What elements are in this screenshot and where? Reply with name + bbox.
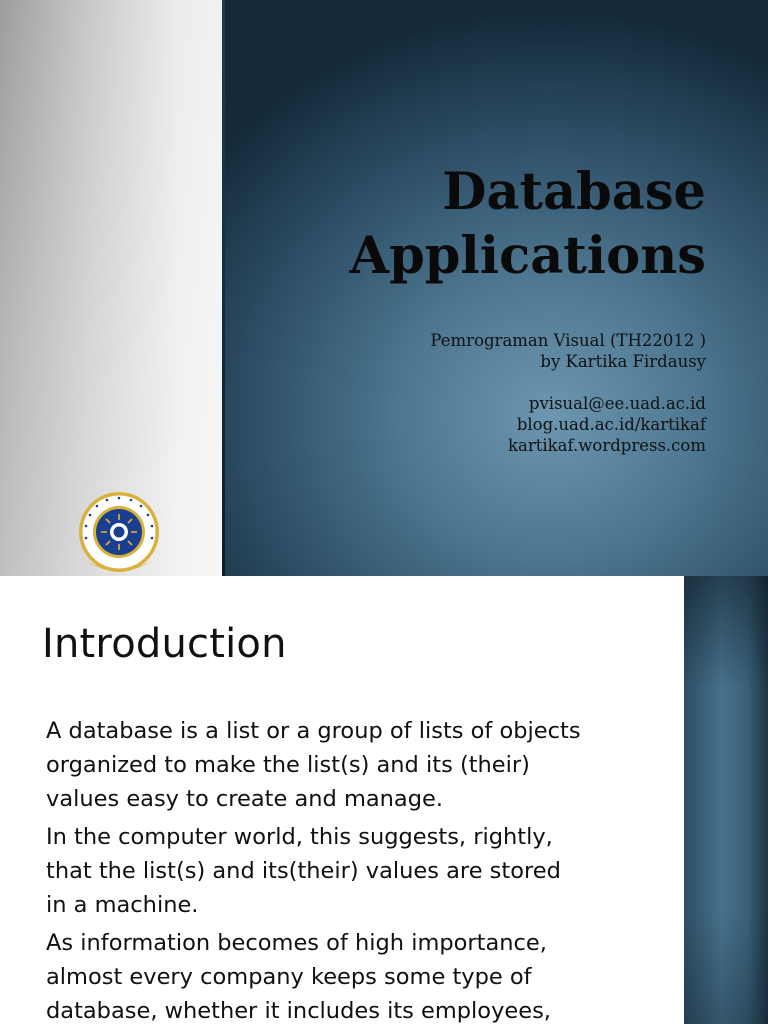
slide-title: [286, 160, 706, 288]
slide-divider: [222, 0, 225, 576]
university-seal-icon: [74, 490, 164, 576]
paragraph: [46, 926, 666, 1024]
paragraph-line: As information becomes of high importance,: [46, 930, 547, 956]
paragraph-line: in a machine.: [46, 892, 199, 918]
contact-wordpress: kartikaf.wordpress.com: [508, 436, 706, 455]
slide-blue-background: [224, 0, 768, 576]
paragraph-line: values easy to create and manage.: [46, 786, 443, 812]
course-name: Pemrograman Visual (TH22012 ): [430, 331, 706, 350]
paragraph-line: database, whether it includes its employees,: [46, 998, 551, 1024]
slide-title-line: Database: [442, 162, 706, 222]
seal-sun-core: [114, 527, 125, 538]
paragraph-line: In the computer world, this suggests, rightly,: [46, 824, 553, 850]
slide-title-line: Applications: [349, 226, 706, 286]
paragraph-line: that the list(s) and its(their) values are stored: [46, 858, 561, 884]
contact-email: pvisual@ee.uad.ac.id: [528, 394, 706, 413]
paragraph-line: organized to make the list(s) and its (their): [46, 752, 530, 778]
paragraph-line: A database is a list or a group of lists of objects: [46, 718, 581, 744]
paragraph-line: almost every company keeps some type of: [46, 964, 532, 990]
paragraph: [46, 714, 666, 816]
slide-heading: Introduction: [42, 621, 287, 667]
introduction-slide: [0, 576, 768, 1024]
paragraph: [46, 820, 666, 922]
slide-content-panel: [0, 576, 684, 1024]
slide-subtitle: [286, 330, 706, 456]
slide-body: [46, 714, 666, 1024]
contact-blog: blog.uad.ac.id/kartikaf: [516, 415, 706, 434]
author-name: by Kartika Firdausy: [540, 352, 706, 371]
slide-blue-strip: [684, 576, 768, 1024]
